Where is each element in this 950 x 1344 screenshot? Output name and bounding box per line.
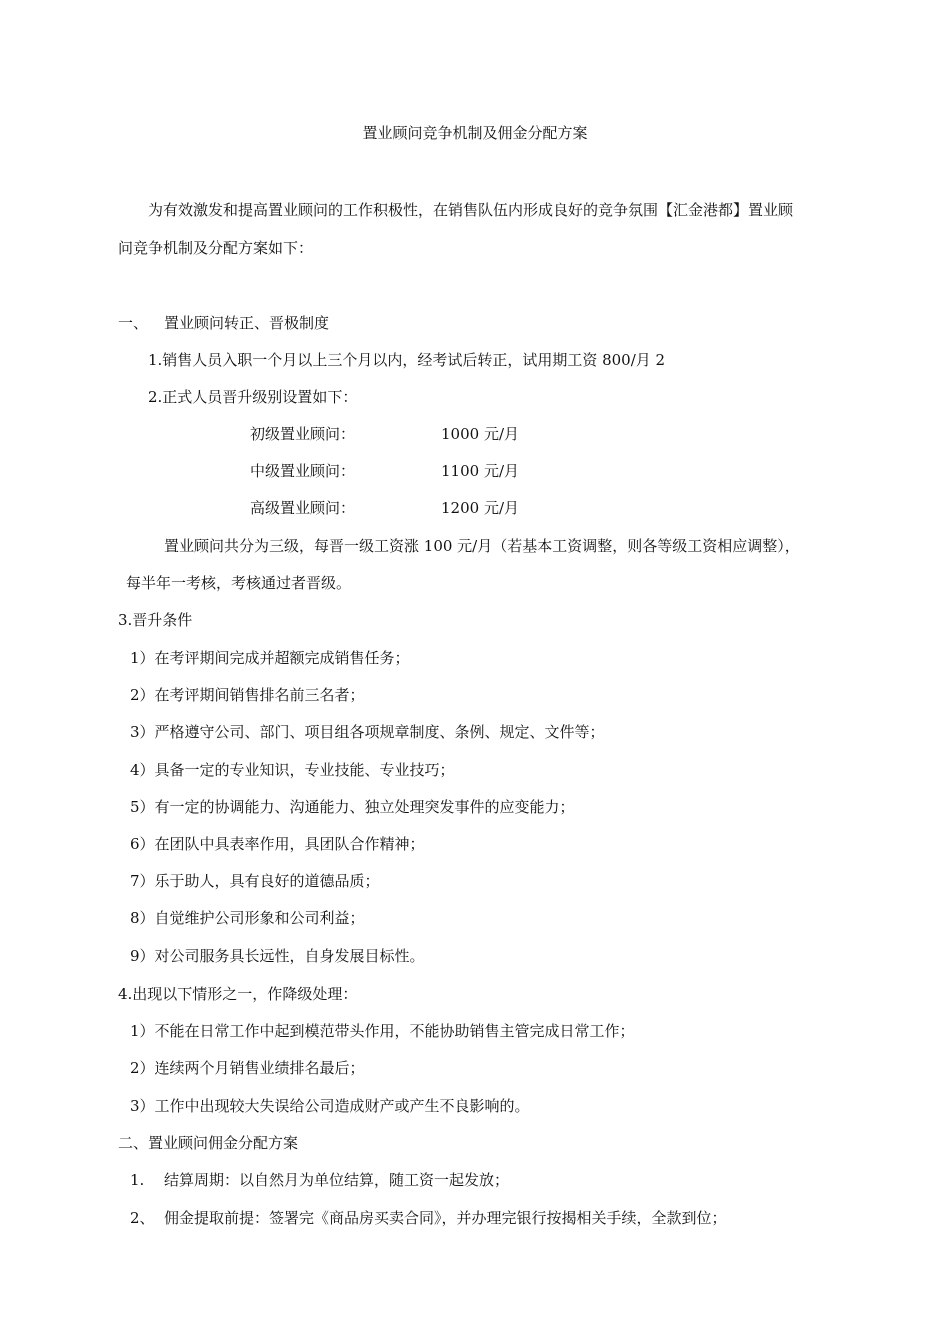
condition-item: 5）有一定的协调能力、沟通能力、独立处理突发事件的应变能力； xyxy=(130,798,575,816)
condition-item: 6）在团队中具表率作用，具团队合作精神； xyxy=(130,835,425,853)
condition-item: 1）在考评期间完成并超额完成销售任务； xyxy=(130,649,410,667)
level-salary: 1000 元/月 xyxy=(441,425,519,443)
list-item: 1.销售人员入职一个月以上三个月以内，经考试后转正，试用期工资 800/月 2 xyxy=(148,351,666,369)
list-item: 2.正式人员晋升级别设置如下： xyxy=(148,388,358,406)
condition-item: 4）具备一定的专业知识，专业技能、专业技巧； xyxy=(130,761,455,779)
list-item: 结算周期：以自然月为单位结算，随工资一起发放； xyxy=(164,1171,510,1189)
section-heading: 二、置业顾问佣金分配方案 xyxy=(118,1134,299,1152)
condition-item: 2）在考评期间销售排名前三名者； xyxy=(130,686,365,704)
level-salary: 1200 元/月 xyxy=(441,499,519,517)
intro-line: 问竞争机制及分配方案如下： xyxy=(118,239,314,257)
level-name: 初级置业顾问： xyxy=(250,425,356,443)
paragraph-line: 每半年一考核，考核通过者晋级。 xyxy=(126,574,352,592)
condition-item: 7）乐于助人，具有良好的道德品质； xyxy=(130,872,380,890)
condition-item: 8）自觉维护公司形象和公司利益； xyxy=(130,909,365,927)
level-salary: 1100 元/月 xyxy=(441,462,519,480)
level-name: 中级置业顾问： xyxy=(250,462,356,480)
document-title: 置业顾问竞争机制及佣金分配方案 xyxy=(362,124,588,142)
section-heading: 置业顾问转正、晋极制度 xyxy=(164,314,330,332)
list-item: 佣金提取前提：签署完《商品房买卖合同》，并办理完银行按揭相关手续，全款到位； xyxy=(164,1209,727,1227)
demotion-item: 3）工作中出现较大失误给公司造成财产或产生不良影响的。 xyxy=(130,1097,530,1115)
paragraph-line: 置业顾问共分为三级，每晋一级工资涨 100 元/月（若基本工资调整，则各等级工资相应调整）， xyxy=(164,537,800,555)
section-number: 一、 xyxy=(118,314,149,332)
subsection-heading: 4.出现以下情形之一，作降级处理： xyxy=(118,985,358,1003)
subsection-heading: 3.晋升条件 xyxy=(118,611,193,629)
list-number: 1. xyxy=(130,1171,145,1189)
demotion-item: 2）连续两个月销售业绩排名最后； xyxy=(130,1059,365,1077)
condition-item: 9）对公司服务具长远性，自身发展目标性。 xyxy=(130,947,425,965)
condition-item: 3）严格遵守公司、部门、项目组各项规章制度、条例、规定、文件等； xyxy=(130,723,605,741)
list-number: 2、 xyxy=(130,1209,155,1227)
level-name: 高级置业顾问： xyxy=(250,499,356,517)
demotion-item: 1）不能在日常工作中起到模范带头作用，不能协助销售主管完成日常工作； xyxy=(130,1022,635,1040)
intro-line: 为有效激发和提高置业顾问的工作积极性，在销售队伍内形成良好的竞争氛围【汇金港都】置业顾 xyxy=(148,201,794,219)
